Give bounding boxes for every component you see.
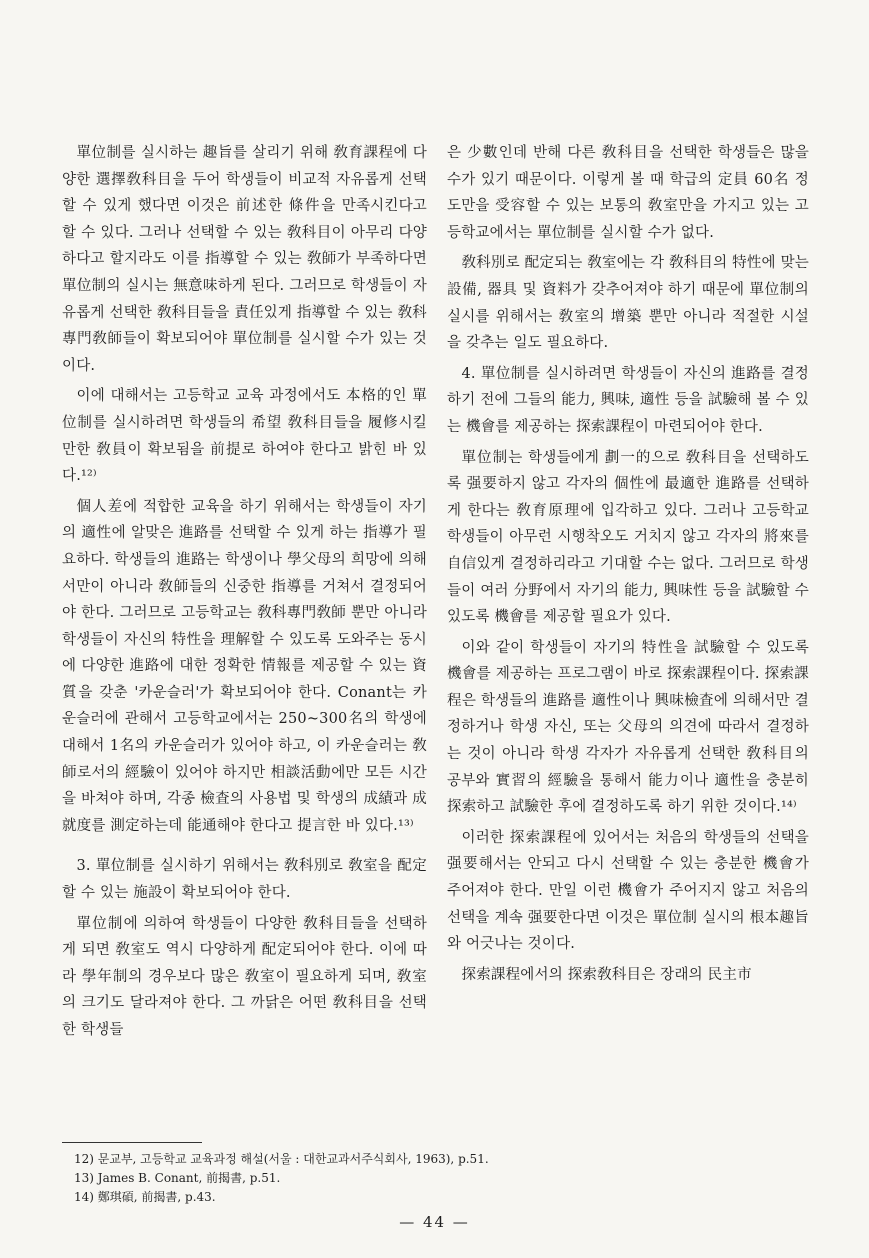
- paragraph: 單位制는 학생들에게 劃一的으로 敎科目을 선택하도록 强要하지 않고 각자의 個性에 最適한 進路를 선택하게 한다는 敎育原理에 입각하고 있다. 그러나 고등학교 학생들이 아무런 시행착오도 거치지 않고 각자의 將來를 自信있게 결정하리라고 기대할 수는 없다. 그러므로 학생들이 여러 分野에서 자기의 能力, 興味性 등을 試驗할 수 있도록 機會를 제공할 필요가 있다.: [447, 449, 809, 626]
- paragraph: 探索課程에서의 探索敎科目은 장래의 民主市: [461, 966, 752, 983]
- section-heading: 4. 單位制를 실시하려면 학생들이 자신의 進路를 결정하기 전에 그들의 能力, 興味, 適性 등을 試驗해 볼 수 있는 機會를 제공하는 探索課程이 마련되어야 한다.: [447, 365, 809, 435]
- paragraph: 單位制를 실시하는 趣旨를 살리기 위해 敎育課程에 다양한 選擇敎科目을 두어 학생들이 비교적 자유롭게 선택할 수 있게 했다면 이것은 前述한 條件을 만족시킨다고 할 수 있다. 그러나 선택할 수 있는 敎科目이 아무리 다양하다고 할지라도 이를 指導할 수 있는 敎師가 부족하다면 單位制의 실시는 無意味하게 된다. 그러므로 학생들이 자유롭게 선택한 敎科目들을 責任있게 指導할 수 있는 敎科專門敎師들이 확보되어야 單位制를 실시할 수가 있는 것이다.: [62, 145, 427, 374]
- footnotes: [74, 1150, 794, 1207]
- footnote-divider: [62, 1142, 202, 1143]
- paragraph: 敎科別로 配定되는 敎室에는 각 敎科目의 特性에 맞는 設備, 器具 및 資料가 갖추어져야 하기 때문에 單位制의 실시를 위해서는 敎室의 增築 뿐만 아니라 적절한 시설을 갖추는 일도 필요하다.: [447, 255, 809, 352]
- paragraph: 個人差에 적합한 교육을 하기 위해서는 학생들이 자기의 適性에 알맞은 進路를 선택할 수 있게 하는 指導가 필요하다. 학생들의 進路는 학생이나 學父母의 희망에 의해서만이 아니라 敎師들의 신중한 指導를 거쳐서 결정되어야 한다. 그러므로 고등학교는 敎科專門敎師 뿐만 아니라 학생들이 자신의 特性을 理解할 수 있도록 도와주는 동시에 다양한 進路에 대한 정확한 情報를 제공할 수 있는 資質을 갖춘 '카운슬러'가 확보되어야 한다. Conant는 카운슬러에 관해서 고등학교에서는 250~300名의 학생에 대해서 1名의 카운슬러가 있어야 하고, 이 카운슬러는 敎師로서의 經驗이 있어야 하지만 相談活動에만 모든 시간을 바쳐야 하며, 각종 檢査의 사용법 및 학생의 成績과 成就度를 測定하는데 能通해야 한다고 提言한 바 있다.¹³⁾: [62, 498, 427, 834]
- paragraph: 이러한 探索課程에 있어서는 처음의 학생들의 선택을 强要해서는 안되고 다시 선택할 수 있는 충분한 機會가 주어져야 한다. 만일 이런 機會가 주어지지 않고 처음의 선택을 계속 强要한다면 이것은 單位制 실시의 根本趣旨와 어긋나는 것이다.: [447, 829, 809, 953]
- paragraph: 이에 대해서는 고등학교 교육 과정에서도 本格的인 單位制를 실시하려면 학생들의 希望 敎科目들을 履修시킬만한 敎員이 확보됨을 前提로 하여야 한다고 밝힌 바 있다.¹²⁾: [62, 388, 427, 485]
- paragraph: 單位制에 의하여 학생들이 다양한 敎科目들을 선택하게 되면 敎室도 역시 다양하게 配定되어야 한다. 이에 따라 學年制의 경우보다 많은 敎室이 필요하게 되며, 敎室의 크기도 달라져야 한다. 그 까닭은 어떤 敎科目을 선택한 학생들: [62, 915, 427, 1038]
- left-column: [62, 140, 427, 1048]
- footnote: 12) 문교부, 고등학교 교육과정 해설(서울 : 대한교과서주식회사, 1963), p.51.: [74, 1152, 489, 1166]
- paragraph: 은 少數인데 반해 다른 敎科目을 선택한 학생들은 많을 수가 있기 때문이다. 이렇게 볼 때 학급의 定員 60名 정도만을 受容할 수 있는 보통의 敎室만을 가지고 있는 고등학교에서는 單位制를 실시할 수가 없다.: [447, 145, 809, 241]
- right-column: [447, 140, 809, 992]
- section-heading: 3. 單位制를 실시하기 위해서는 敎科別로 敎室을 配定할 수 있는 施設이 확보되어야 한다.: [62, 858, 427, 902]
- footnote: 13) James B. Conant, 前揭書, p.51.: [74, 1171, 281, 1185]
- page-number: — 44 —: [399, 1213, 470, 1231]
- paragraph: 이와 같이 학생들이 자기의 特性을 試驗할 수 있도록 機會를 제공하는 프로그램이 바로 探索課程이다. 探索課程은 학생들의 進路를 適性이나 興味檢査에 의해서만 결정하거나 학생 자신, 또는 父母의 의견에 따라서 결정하는 것이 아니라 학생 각자가 자유롭게 선택한 敎科目의 공부와 實習의 經驗을 통해서 能力이나 適性을 충분히 探索하고 試驗한 후에 결정하도록 하기 위한 것이다.¹⁴⁾: [447, 639, 809, 816]
- footnote: 14) 鄭琪碩, 前揭書, p.43.: [74, 1190, 216, 1204]
